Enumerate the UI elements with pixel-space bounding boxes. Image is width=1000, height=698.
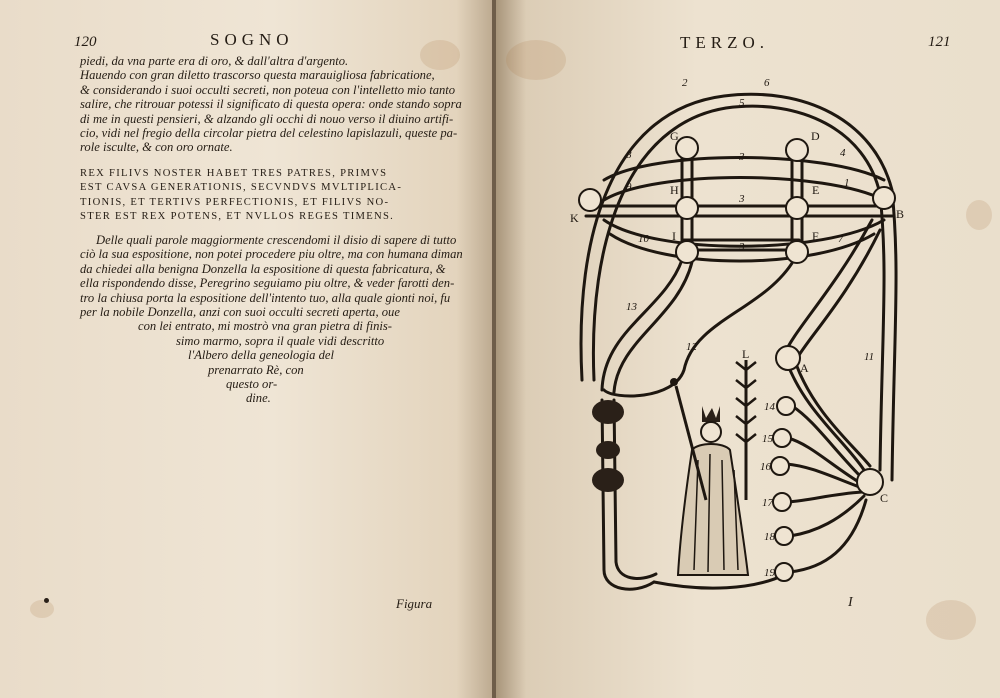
text-line: simo marmo, sopra il quale vidi descritto xyxy=(176,333,385,348)
figure-number: 4 xyxy=(840,147,846,159)
figure-number: 9 xyxy=(626,181,632,193)
tree-branch xyxy=(796,364,870,466)
head-G xyxy=(676,137,698,159)
figure-number: 14 xyxy=(764,401,775,413)
text-line: ella rispondendo disse, Peregrino seguiamo piu oltre, & veder farotti den- xyxy=(80,276,455,291)
left-page xyxy=(0,0,496,698)
figure-number: 2 xyxy=(682,77,688,89)
figure-label: H xyxy=(670,183,679,197)
tree-branch xyxy=(614,400,656,578)
text-line: Delle quali parole maggiormente crescendomi il disio di sapere di tutto xyxy=(96,233,457,247)
head-15 xyxy=(773,429,791,447)
running-head: SOGNO xyxy=(210,30,294,49)
text-line: con lei entrato, mi mostrò vna gran pietra di finis- xyxy=(138,319,392,334)
text-line: prenarrato Rè, con xyxy=(208,362,304,377)
head-F xyxy=(786,241,808,263)
running-head: TERZO. xyxy=(680,33,770,52)
head-K xyxy=(579,189,601,211)
foxing-stain xyxy=(926,600,976,640)
text-line: per la nobile Donzella, anzi con suoi occulti secreti aperta, oue xyxy=(80,305,400,320)
tree-branch xyxy=(788,492,862,502)
figure-label: G xyxy=(670,129,679,143)
text-line: salire, che ritrouar potessi il significato di questa opera: onde stando sopra xyxy=(80,97,462,112)
page-number: 121 xyxy=(928,34,951,50)
figure-number: 5 xyxy=(739,97,745,109)
right-page xyxy=(496,0,1000,698)
head-17 xyxy=(773,493,791,511)
text-line: TIONIS, ET TERTIVS PERFECTIONIS, ET FILIVS NO- xyxy=(80,196,390,208)
tree-branch xyxy=(602,260,682,390)
text-line: tro la chiusa porta la espositione dell'intento tuo, alla quale gionti noi, fu xyxy=(80,290,451,305)
foxing-stain xyxy=(30,600,54,618)
figure-number: 12 xyxy=(686,341,697,353)
figure-number: 17 xyxy=(762,497,773,509)
latin-inscription xyxy=(80,167,402,225)
figure-number: 3 xyxy=(739,241,745,253)
tree-branch xyxy=(604,260,794,396)
figure-number: 8 xyxy=(626,149,632,161)
figure-label: A xyxy=(800,361,809,375)
figure-label: I xyxy=(672,229,676,243)
figure-number: 3 xyxy=(739,193,745,205)
paragraph-one xyxy=(80,54,462,155)
figure-number: 6 xyxy=(764,77,770,89)
figure-number: 11 xyxy=(864,351,875,363)
head-19 xyxy=(775,563,793,581)
figure-number: 10 xyxy=(638,233,649,245)
figure-label: E xyxy=(812,183,820,197)
figure-label: B xyxy=(896,207,905,221)
head-18 xyxy=(775,527,793,545)
king-figure xyxy=(670,360,756,575)
text-line: l'Albero della geneologia del xyxy=(188,348,334,363)
genealogy-tree-woodcut xyxy=(570,70,924,602)
head-I xyxy=(676,241,698,263)
text-line: da chiedei alla benigna Donzella la espositione di questa fabricatura, & xyxy=(80,261,446,276)
head-H xyxy=(676,197,698,219)
figure-number: 18 xyxy=(764,531,775,543)
text-line: ciò la sua espositione, non potei procedere piu oltre, ma con humana diman xyxy=(80,247,463,262)
stem-ornament xyxy=(592,400,624,492)
text-line: EST CAVSA GENERATIONIS, SECVNDVS MVLTIPLICA- xyxy=(80,182,403,194)
text-line: & considerando i suoi occulti secreti, non poteua con l'intelletto mio tanto xyxy=(80,82,456,97)
catchword: Figura xyxy=(396,596,433,611)
head-D xyxy=(786,139,808,161)
tree-branch xyxy=(614,262,692,392)
text-line: REX FILIVS NOSTER HABET TRES PATRES, PRIMVS xyxy=(80,168,388,179)
figure-number: 3 xyxy=(739,151,745,163)
figure-number: 19 xyxy=(764,567,775,579)
figure-label: D xyxy=(811,129,820,143)
text-line: cio, vidi nel fregio della circolar pietra del celestino lapislazuli, queste pa- xyxy=(80,126,458,141)
paragraph-two xyxy=(80,233,463,406)
text-line: di me in questi pensieri, & alzando gli occhi di nouo verso il diuino artifi- xyxy=(80,111,454,126)
head-B xyxy=(873,187,895,209)
figure-number: 15 xyxy=(762,433,773,445)
page-number: 120 xyxy=(74,34,97,50)
head-14 xyxy=(777,397,795,415)
tree-branch xyxy=(602,400,654,589)
head-E xyxy=(786,197,808,219)
text-line: piedi, da vna parte era di oro, & dall'altra d'argento. xyxy=(80,54,349,68)
head-16 xyxy=(771,457,789,475)
foxing-stain xyxy=(506,40,566,80)
figure-number: 7 xyxy=(838,233,844,245)
text-line: questo or- xyxy=(226,377,278,392)
figure-number: 1 xyxy=(844,177,850,189)
figure-label: F xyxy=(812,229,819,243)
foxing-stain xyxy=(966,200,992,230)
text-line: Hauendo con gran diletto trascorso questa marauigliosa fabricatione, xyxy=(80,68,435,83)
signature-mark: I xyxy=(848,595,853,610)
text-line: STER EST REX POTENS, ET NVLLOS REGES TIMENS. xyxy=(80,211,395,223)
figure-label: C xyxy=(880,491,889,505)
figure-number: 16 xyxy=(760,461,771,473)
text-line: role isculte, & con oro ornate. xyxy=(80,140,233,155)
head-A xyxy=(776,346,800,370)
text-line: dine. xyxy=(246,391,271,406)
figure-label: K xyxy=(570,211,579,225)
figure-number: 13 xyxy=(626,301,637,313)
ink-dot xyxy=(44,598,49,603)
tree-branch xyxy=(790,500,866,572)
figure-label: L xyxy=(742,347,750,361)
